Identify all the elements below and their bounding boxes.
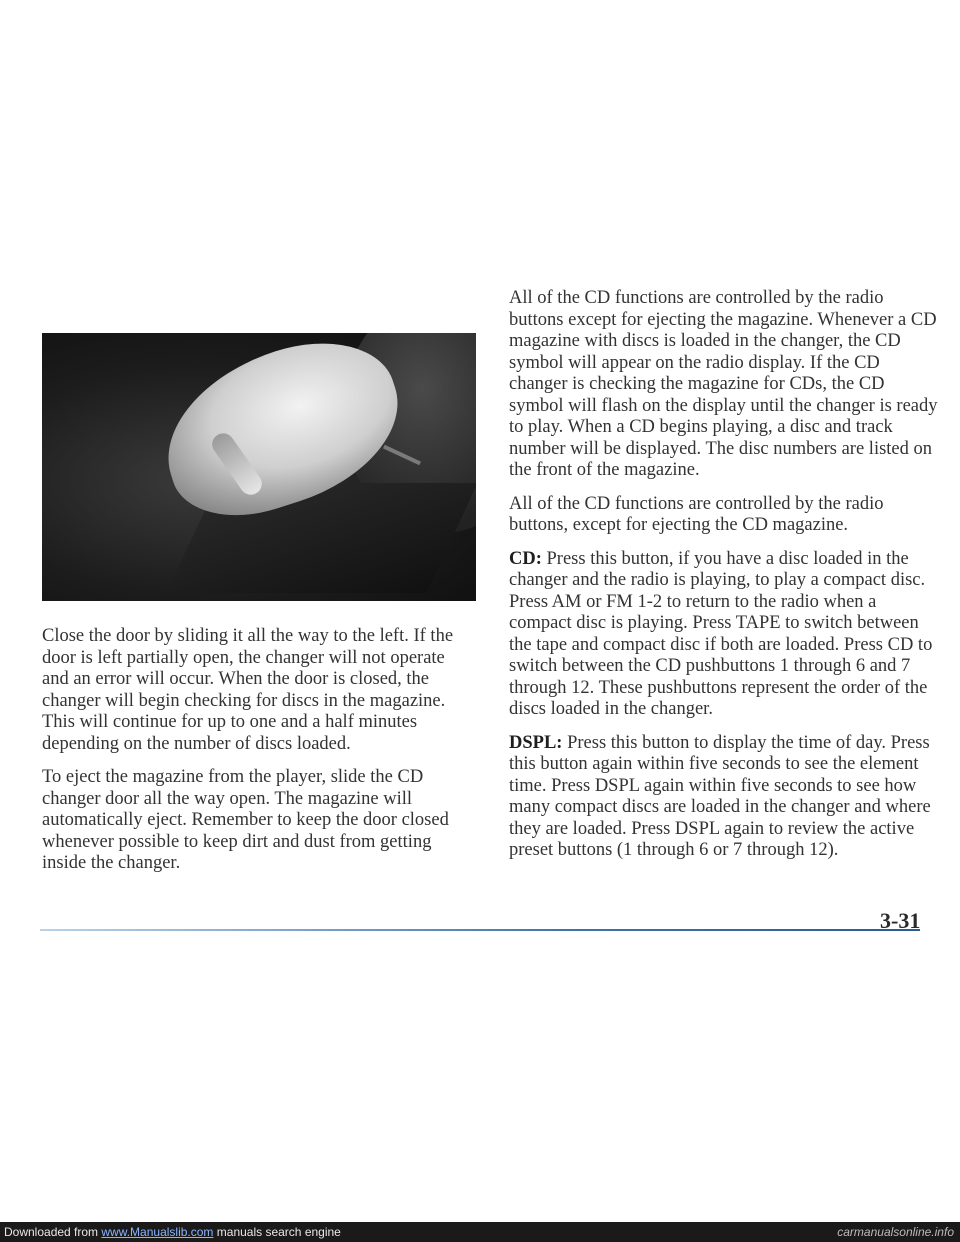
dspl-description: Press this button to display the time of day. Press this button again within five seconds to see the element time. Press DSPL again within five seconds to see how many compact discs are loaded in the changer and where they are loaded. Press DSPL again to review the active preset buttons (1 through 6 or 7 through 12). — [509, 732, 931, 860]
left-column — [42, 626, 474, 887]
dspl-button-paragraph — [509, 733, 939, 862]
banner-prefix: Downloaded from — [4, 1225, 102, 1239]
left-paragraph-2: To eject the magazine from the player, slide the CD changer door all the way open. The magazine will automatically eject. Remember to keep the door closed whenever possible to keep dirt and dust from getting inside the changer. — [42, 767, 449, 873]
left-paragraph-1: Close the door by sliding it all the way to the left. If the door is left partially open, the changer will not operate and an error will occur. When the door is closed, the changer will begin checking for discs in the magazine. This will continue for up to one and a half minutes depending on the number of discs loaded. — [42, 626, 454, 754]
cd-changer-photo — [42, 333, 476, 601]
cd-button-paragraph — [509, 549, 939, 721]
banner-text — [4, 1222, 341, 1242]
banner-suffix: manuals search engine — [213, 1225, 341, 1239]
watermark-text: carmanualsonline.info — [837, 1225, 954, 1239]
cd-term: CD: — [509, 548, 542, 569]
manualslib-link[interactable]: www.Manualslib.com — [101, 1225, 214, 1239]
footer-rule — [40, 929, 920, 931]
right-paragraph-2: All of the CD functions are controlled by the radio buttons, except for ejecting the CD magazine. — [509, 493, 884, 535]
dspl-term: DSPL: — [509, 732, 563, 753]
cd-description: Press this button, if you have a disc loaded in the changer and the radio is playing, to play a compact disc. Press AM or FM 1-2 to return to the radio when a compact disc is playing. Press TAPE to switch between the tape and compact disc if both are loaded. Press CD to switch between the CD pushbuttons 1 through 6 and 7 through 12. These pushbuttons represent the order of the discs loaded in the changer. — [509, 548, 933, 719]
right-paragraph-1: All of the CD functions are controlled by the radio buttons except for ejecting the magazine. Whenever a CD magazine with discs is loaded in the changer, the CD symbol will appear on the radio display. If the CD changer is checking the magazine for CDs, the CD symbol will flash on the display until the changer is ready to play. When a CD begins playing, a disc and track number will be displayed. The disc numbers are listed on the front of the magazine. — [509, 288, 938, 480]
right-column — [509, 288, 939, 874]
download-banner — [0, 1222, 960, 1242]
page-number: 3-31 — [880, 908, 921, 933]
